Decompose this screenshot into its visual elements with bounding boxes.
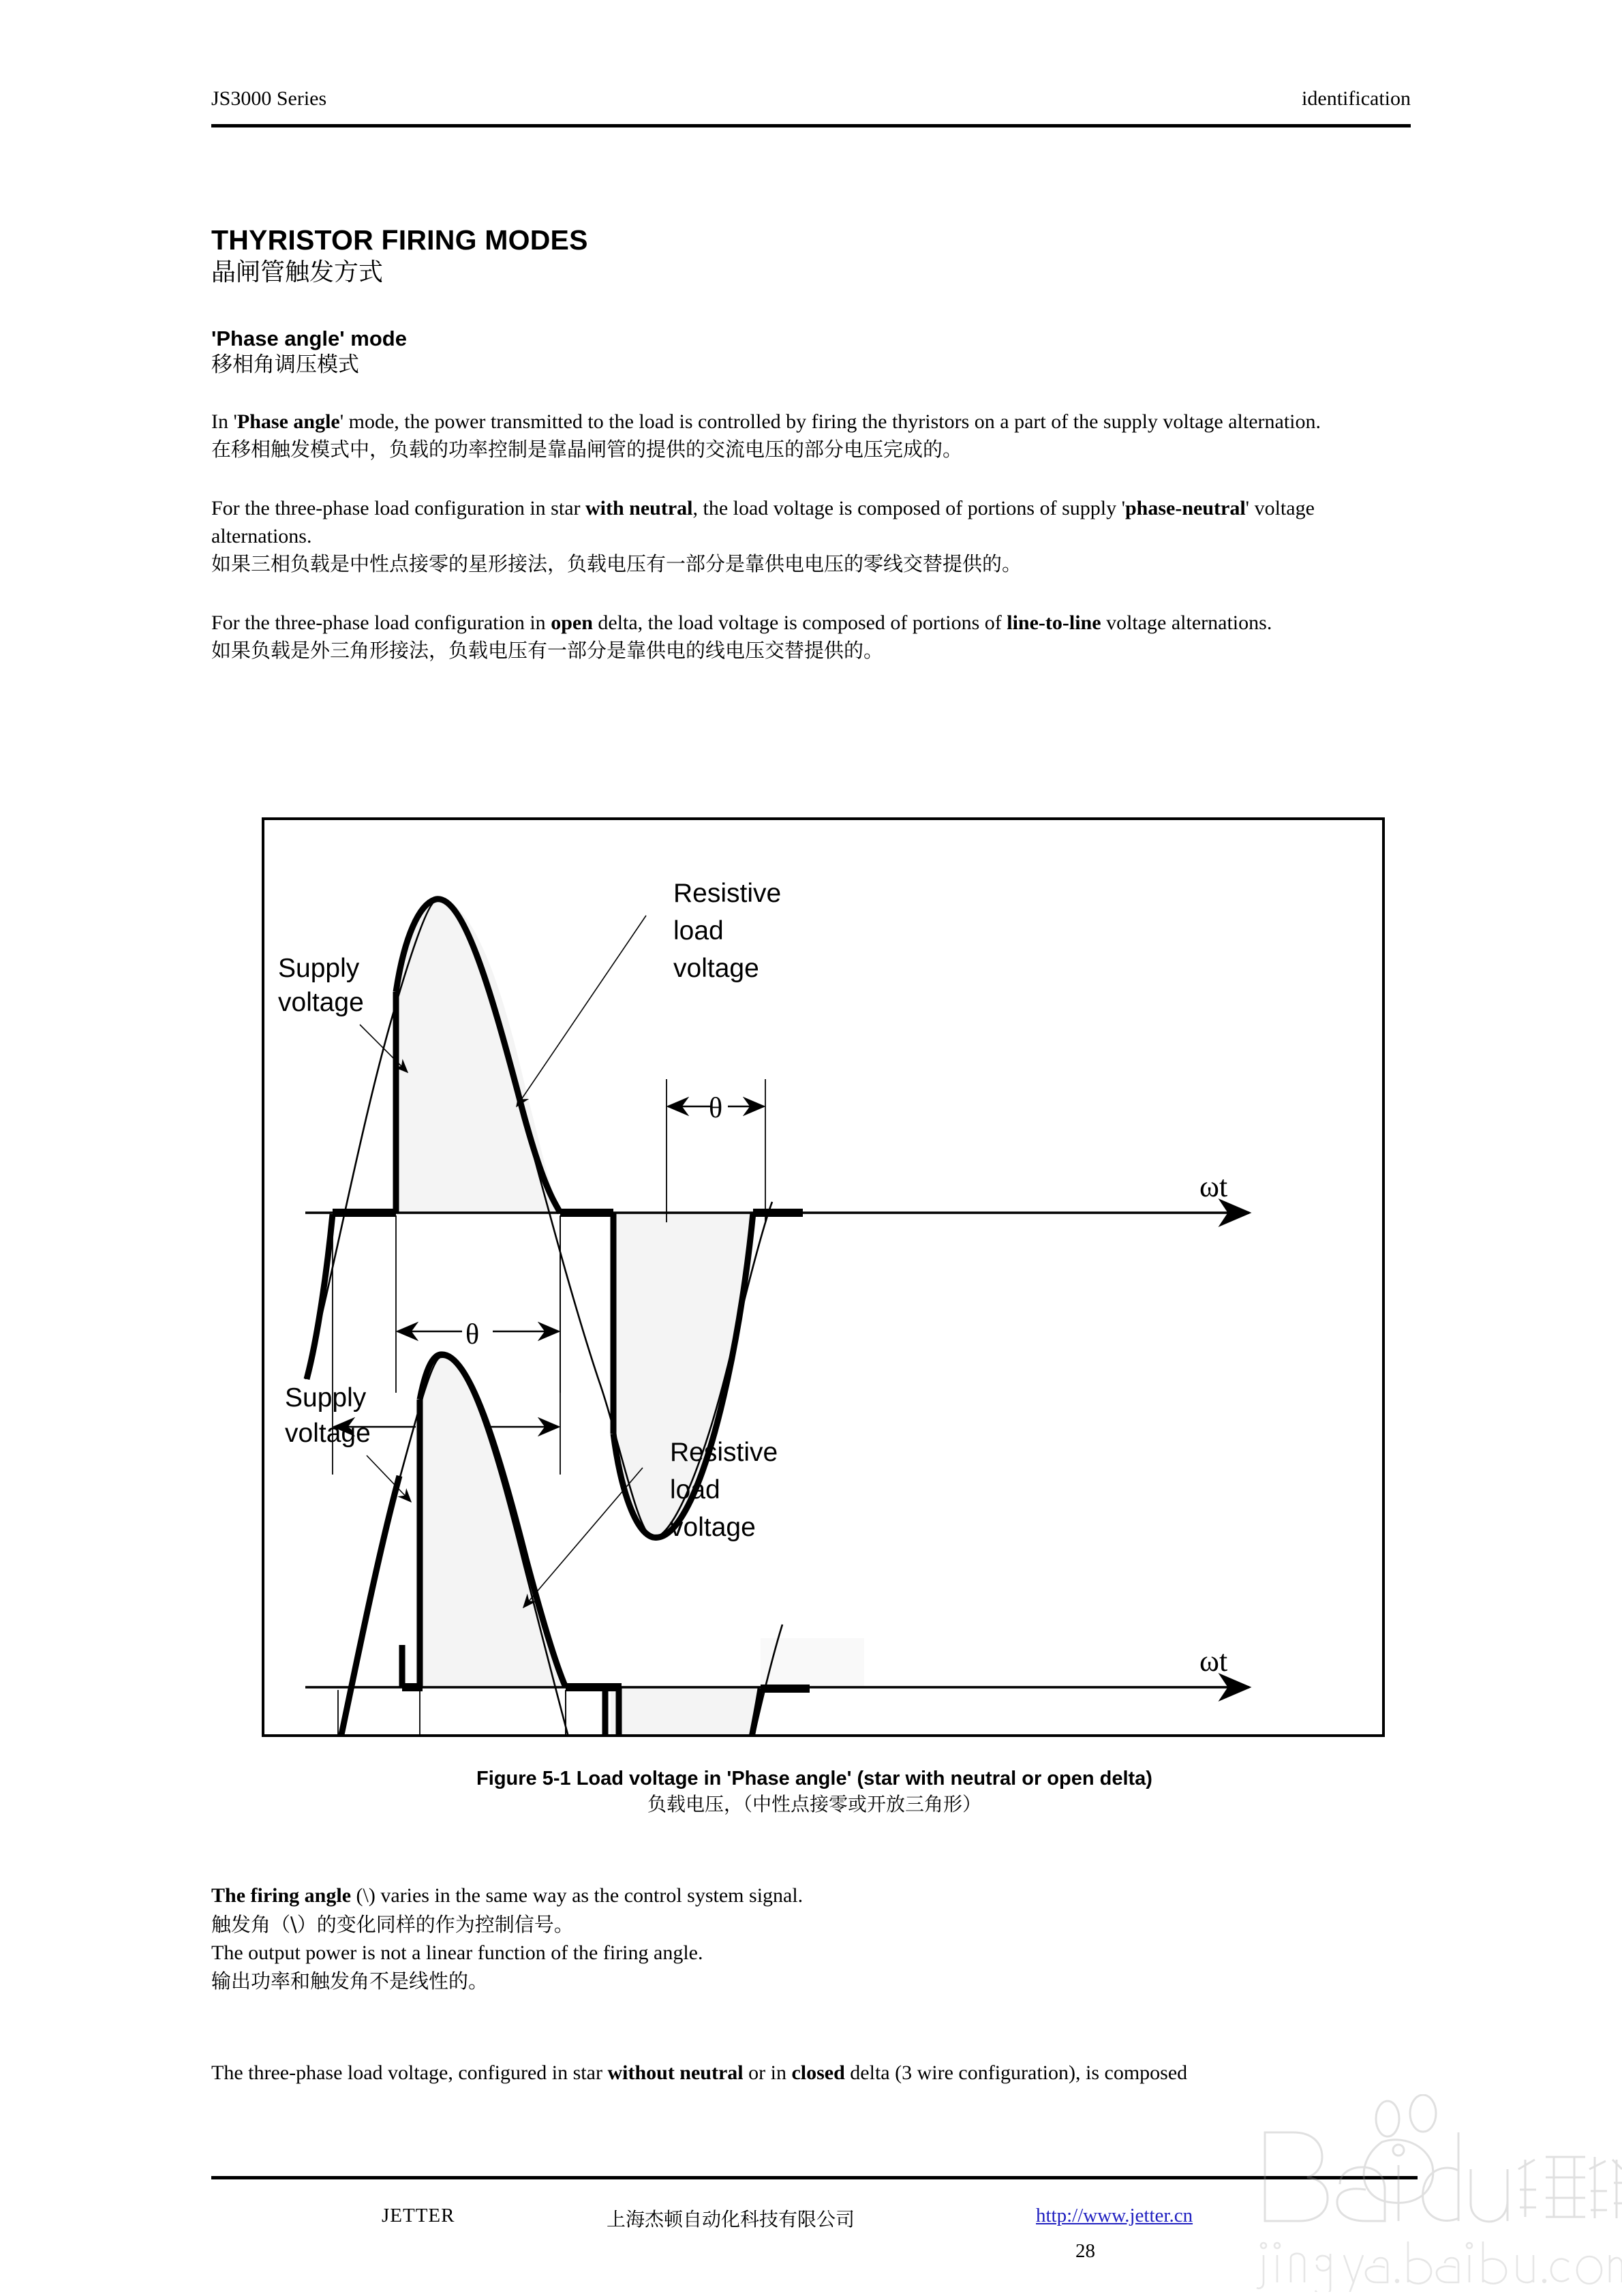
footer-brand: JETTER	[382, 2205, 455, 2226]
panel-open-delta	[285, 1355, 1249, 1734]
p1-pre: In '	[211, 410, 237, 433]
last-post: delta (3 wire configuration), is composed	[844, 2061, 1188, 2084]
p1-bold: Phase angle	[236, 410, 340, 433]
supply-voltage-label-line2-bottom: voltage	[285, 1419, 371, 1448]
main-content	[211, 225, 1418, 665]
p2-post: ' voltage alternations.	[211, 496, 1315, 548]
figure-caption-zh: 负载电压，（中性点接零或开放三角形）	[647, 1792, 981, 1815]
load-shade-main-neg-bottom	[611, 1686, 761, 1734]
supply-voltage-label-line2-top: voltage	[278, 988, 364, 1017]
supply-voltage-label-line1-top: Supply	[278, 954, 360, 983]
note-1-rest: (\) varies in the same way as the control system signal.	[351, 1884, 804, 1907]
resistive-label-line2-bottom: load	[670, 1475, 720, 1505]
resistive-label-line3-bottom: voltage	[670, 1513, 756, 1542]
resistive-leader-line-bottom	[523, 1468, 643, 1607]
watermark-letter-i-dot	[1393, 2145, 1404, 2156]
waveform-svg	[264, 820, 1382, 1734]
p3-pre: For the three-phase load configuration in	[211, 611, 551, 634]
p2-bold-2: phase-neutral	[1124, 496, 1246, 519]
watermark-letter-d	[1423, 2132, 1458, 2221]
p3-post: voltage alternations.	[1101, 611, 1272, 634]
last-bold-2: closed	[791, 2061, 845, 2084]
last-pre: The three-phase load voltage, configured in star	[211, 2061, 608, 2084]
p2-pre: For the three-phase load configuration in star	[211, 496, 585, 519]
notes-block	[211, 1882, 1431, 1996]
section-title-zh: 晶闸管触发方式	[211, 258, 384, 286]
resistive-label-line2-top: load	[673, 916, 724, 946]
resistive-label-line1-bottom: Resistive	[670, 1438, 778, 1467]
p1-zh: 在移相触发模式中，负载的功率控制是靠晶闸管的提供的交流电压的部分电压完成的。	[211, 438, 963, 462]
last-paragraph	[211, 2059, 1438, 2087]
resistive-leader-line-top	[517, 916, 646, 1106]
watermark-letter-u	[1471, 2169, 1508, 2222]
paragraph-2	[211, 494, 1418, 579]
supply-tail-left-top	[307, 1214, 333, 1379]
last-bold-1: without neutral	[607, 2061, 744, 2084]
theta-label-top: θ	[465, 1319, 480, 1350]
note-line-1	[211, 1882, 1431, 1911]
page-number: 28	[1075, 2240, 1095, 2262]
header-right-text: identification	[1302, 87, 1411, 110]
note-line-2: 触发角（\）的变化同样的作为控制信号。	[211, 1912, 574, 1936]
resistive-label-line3-top: voltage	[673, 954, 759, 983]
p3-mid: delta, the load voltage is composed of portions of	[592, 611, 1007, 634]
paw-toe-2	[1410, 2095, 1436, 2132]
resistive-label-line1-top: Resistive	[673, 879, 782, 908]
figure-caption-en: Figure 5-1 Load voltage in 'Phase angle' (star with neutral or open delta)	[476, 1768, 1152, 1789]
axis-label-omega-t-top: ωt	[1199, 1170, 1228, 1203]
p3-zh: 如果负载是外三角形接法，负载电压有一部分是靠供电的线电压交替提供的。	[211, 639, 884, 663]
header-left-text: JS3000 Series	[211, 87, 327, 110]
axis-label-omega-t-bottom: ωt	[1199, 1644, 1228, 1678]
theta-label-top-right: θ	[709, 1093, 723, 1124]
p3-bold-2: line-to-line	[1007, 611, 1101, 634]
last-mid: or in	[743, 2061, 792, 2084]
p2-bold-1: with neutral	[585, 496, 693, 519]
watermark-char-jing	[1518, 2157, 1585, 2217]
header-divider	[211, 124, 1411, 127]
supply-tail-left-bottom	[313, 1476, 399, 1734]
paragraph-1	[211, 408, 1418, 464]
note-line-4: 输出功率和触发角不是线性的。	[211, 1969, 489, 1993]
subsection-title-en: 'Phase angle' mode	[211, 327, 407, 351]
footer-divider	[211, 2176, 1418, 2179]
footer-company-name: 上海杰顿自动化科技有限公司	[607, 2208, 855, 2231]
p1-post: ' mode, the power transmitted to the load is controlled by firing the thyristors on a part of the supply voltage alternation.	[339, 410, 1321, 433]
p3-bold-1: open	[551, 611, 593, 634]
paw-toe-1	[1376, 2101, 1399, 2136]
footer-website-link[interactable]: http://www.jetter.cn	[1036, 2205, 1193, 2226]
subsection-title-zh: 移相角调压模式	[211, 352, 359, 377]
load-shade-main-pos-bottom	[416, 1356, 566, 1686]
page-footer	[211, 2190, 1418, 2265]
paragraph-3	[211, 609, 1418, 665]
page-header	[211, 87, 1411, 110]
watermark-char-yan	[1589, 2157, 1622, 2218]
figure-waveform-diagram	[262, 817, 1385, 1737]
section-title-en: THYRISTOR FIRING MODES	[211, 224, 588, 256]
p2-zh: 如果三相负载是中性点接零的星形接法，负载电压有一部分是靠供电电压的零线交替提供的。	[211, 552, 1022, 576]
figure-caption	[211, 1767, 1418, 1816]
load-shade-pos-top	[396, 900, 560, 1213]
note-1-bold: The firing angle	[211, 1884, 352, 1907]
p2-mid: , the load voltage is composed of portions of supply '	[692, 496, 1125, 519]
supply-voltage-label-line1-bottom: Supply	[285, 1383, 367, 1413]
note-line-3: The output power is not a linear function of the firing angle.	[211, 1941, 703, 1964]
